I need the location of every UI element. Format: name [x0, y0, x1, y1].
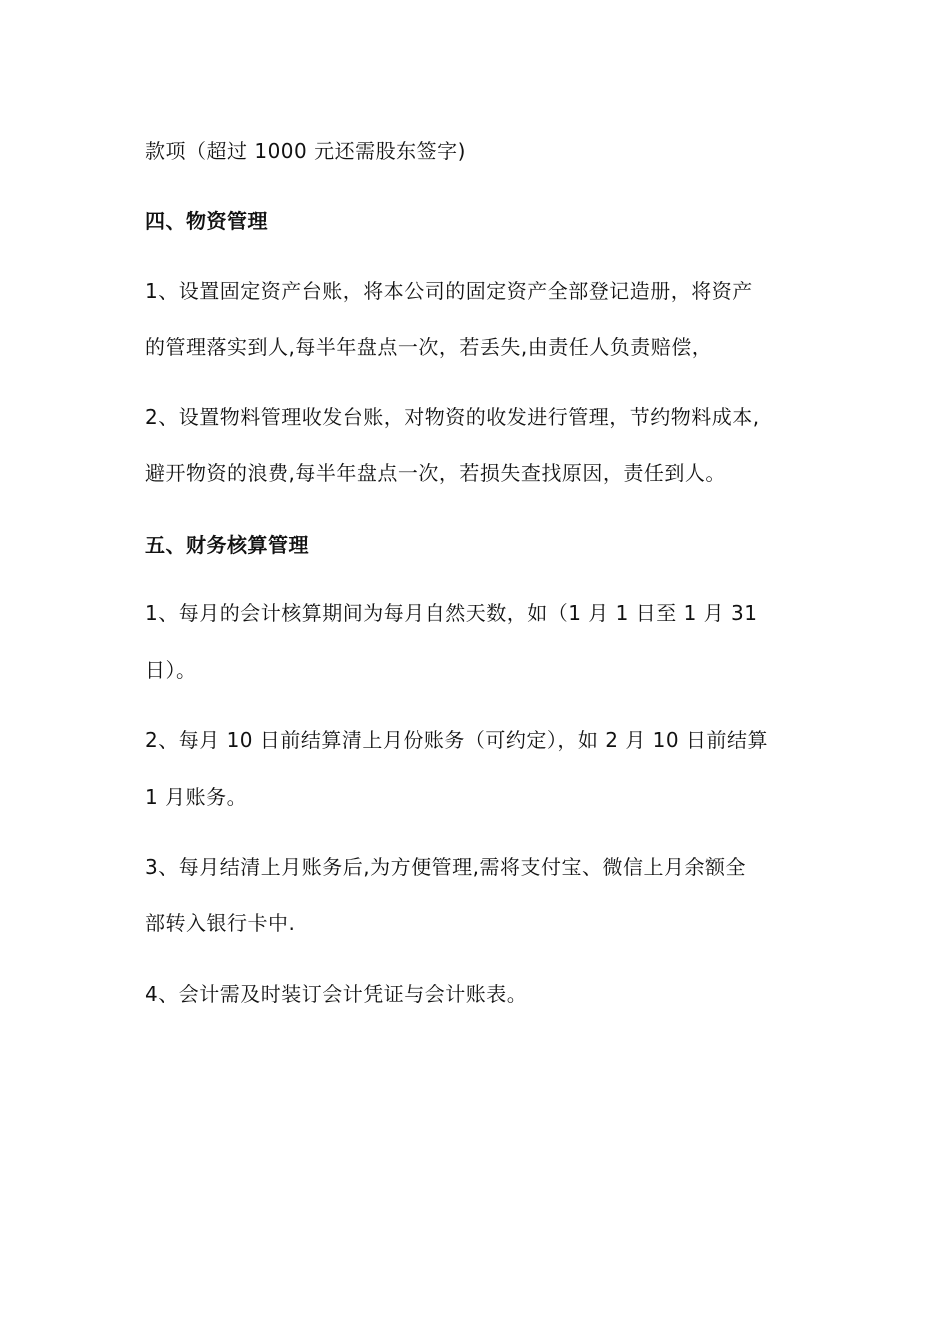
paragraph-line: 1、设置固定资产台账，将本公司的固定资产全部登记造册，将资产 — [145, 279, 753, 303]
continuation-line: 款项（超过 1000 元还需股东签字) — [145, 139, 466, 163]
paragraph-line: 部转入银行卡中. — [145, 911, 296, 935]
paragraph-line: 2、每月 10 日前结算清上月份账务（可约定），如 2 月 10 日前结算 — [145, 728, 768, 752]
section-heading: 四、物资管理 — [145, 209, 268, 233]
paragraph-line: 2、设置物料管理收发台账，对物资的收发进行管理，节约物料成本, — [145, 405, 760, 429]
paragraph-line: 3、每月结清上月账务后,为方便管理,需将支付宝、微信上月余额全 — [145, 855, 746, 879]
paragraph-line: 日）。 — [145, 658, 197, 682]
paragraph-line: 避开物资的浪费,每半年盘点一次，若损失查找原因，责任到人。 — [145, 461, 726, 485]
paragraph-line: 的管理落实到人,每半年盘点一次，若丢失,由责任人负责赔偿， — [145, 335, 713, 359]
paragraph-line: 1、每月的会计核算期间为每月自然天数，如（1 月 1 日至 1 月 31 — [145, 601, 758, 625]
section-heading: 五、财务核算管理 — [145, 533, 309, 557]
paragraph-line: 4、会计需及时装订会计凭证与会计账表。 — [145, 982, 528, 1006]
paragraph-line: 1 月账务。 — [145, 785, 248, 809]
